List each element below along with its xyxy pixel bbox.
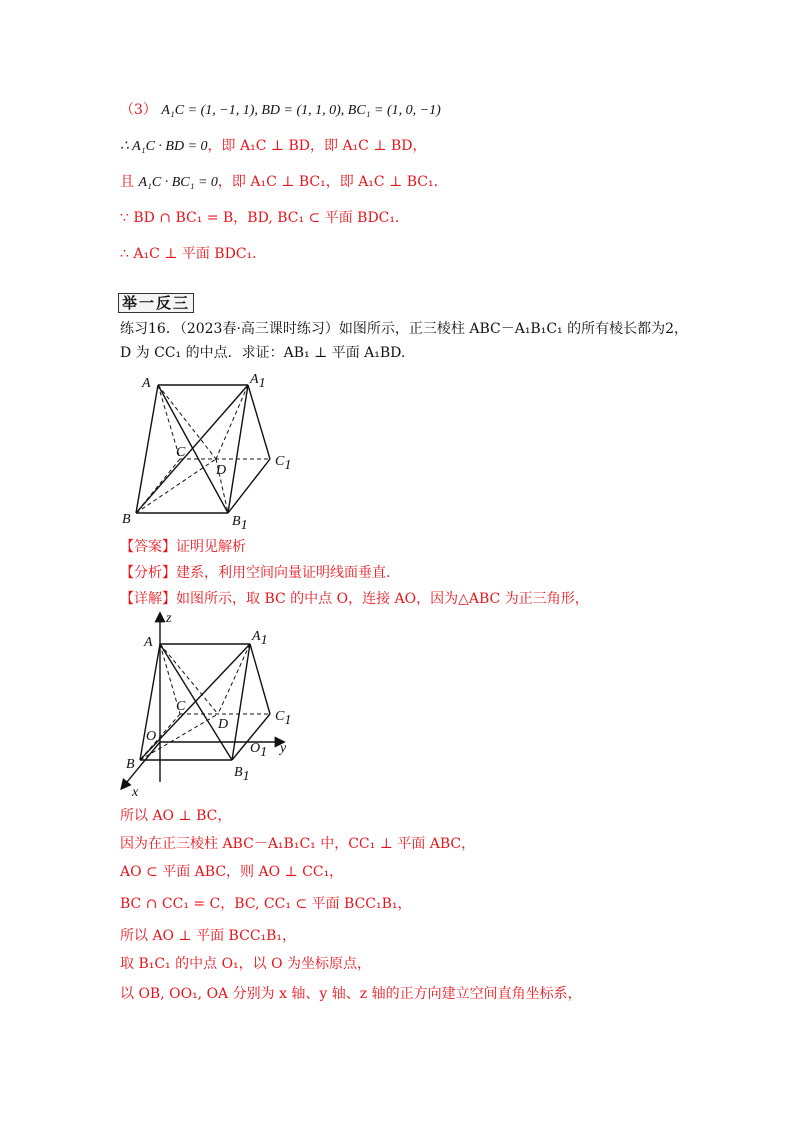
fig2-label-y: y	[280, 741, 287, 756]
dot2-conclusion: ，即 A₁C ⊥ BC₁，即 A₁C ⊥ BC₁．	[217, 174, 448, 190]
fig2-label-o: O	[146, 729, 157, 744]
analysis-tag: 【分析】	[120, 565, 176, 581]
intersection-line	[120, 208, 409, 228]
solution-line-1: 所以 AO ⊥ BC，	[120, 808, 232, 824]
fig1-label-b: B	[122, 512, 131, 527]
part3-dot1-line	[120, 136, 426, 157]
detail-line	[120, 589, 589, 609]
section-title: 举一反三	[118, 293, 194, 313]
fig2-label-b: B	[126, 757, 135, 772]
fig2-label-o1: O1	[250, 741, 268, 760]
conclusion-line	[120, 244, 266, 264]
fig1-label-a1: A1	[250, 372, 266, 391]
fig2-label-z: z	[166, 611, 172, 626]
detail-tag: 【详解】	[120, 591, 176, 607]
solution-line-7: 以 OB, OO₁, OA 分别为 x 轴、y 轴、z 轴的正方向建立空间直角坐标系，	[120, 986, 582, 1002]
dot2-prefix: 且	[120, 174, 134, 190]
part3-dot2-line	[120, 172, 448, 193]
fig2-label-c: C	[176, 699, 186, 714]
intersection-text: ∵ BD ∩ BC₁ = B，BD, BC₁ ⊂ 平面 BDC₁．	[120, 210, 409, 226]
solution-line-6: 取 B₁C₁ 的中点 O₁，以 O 为坐标原点，	[120, 956, 372, 972]
fig2-label-c1: C1	[275, 709, 292, 728]
fig1-label-c1: C1	[275, 454, 292, 473]
fig2-label-x: x	[132, 785, 139, 798]
dot-product-1: ∴ A₁C · BD = 0	[120, 139, 208, 154]
fig1-label-d: D	[216, 463, 227, 478]
problem-line-2: D 为 CC₁ 的中点．求证：AB₁ ⊥ 平面 A₁BD.	[120, 345, 406, 361]
fig1-label-b1: B1	[232, 514, 248, 530]
part3-vector-line	[120, 100, 441, 121]
answer-line	[120, 537, 246, 557]
vector-equation: A₁C = (1, −1, 1), BD = (1, 1, 0), BC₁ = (1, 0, −1)	[161, 103, 441, 118]
conclusion-text: ∴ A₁C ⊥ 平面 BDC₁．	[120, 246, 267, 262]
fig2-label-b1: B1	[234, 765, 250, 784]
dot-product-2: A₁C · BC₁ = 0	[138, 175, 218, 190]
fig1-label-a: A	[142, 376, 151, 391]
fig2-label-a1: A1	[252, 629, 268, 648]
solution-line-4: BC ∩ CC₁ = C，BC, CC₁ ⊂ 平面 BCC₁B₁，	[120, 896, 412, 912]
prism-figure-2	[118, 610, 318, 798]
answer-tag: 【答案】	[120, 539, 176, 555]
dot1-conclusion: ，即 A₁C ⊥ BD，即 A₁C ⊥ BD，	[207, 138, 427, 154]
fig2-label-d: D	[218, 717, 229, 732]
prism-figure-1	[118, 365, 318, 530]
solution-line-3: AO ⊂ 平面 ABC，则 AO ⊥ CC₁，	[120, 864, 344, 880]
analysis-line	[120, 563, 390, 583]
part3-label: （3）	[120, 102, 157, 118]
fig1-label-c: C	[176, 445, 186, 460]
answer-text: 证明见解析	[176, 539, 246, 555]
fig2-label-a: A	[144, 635, 153, 650]
solution-line-5: 所以 AO ⊥ 平面 BCC₁B₁，	[120, 928, 297, 944]
detail-text: 如图所示，取 BC 的中点 O，连接 AO，因为△ABC 为正三角形，	[176, 591, 589, 607]
solution-line-2: 因为在正三棱柱 ABC－A₁B₁C₁ 中，CC₁ ⊥ 平面 ABC，	[120, 836, 476, 852]
analysis-text: 建系，利用空间向量证明线面垂直.	[176, 565, 391, 581]
problem-line-1: 练习16．（2023春·高三课时练习）如图所示，正三棱柱 ABC－A₁B₁C₁ 的所有棱长都为2，	[120, 321, 689, 337]
